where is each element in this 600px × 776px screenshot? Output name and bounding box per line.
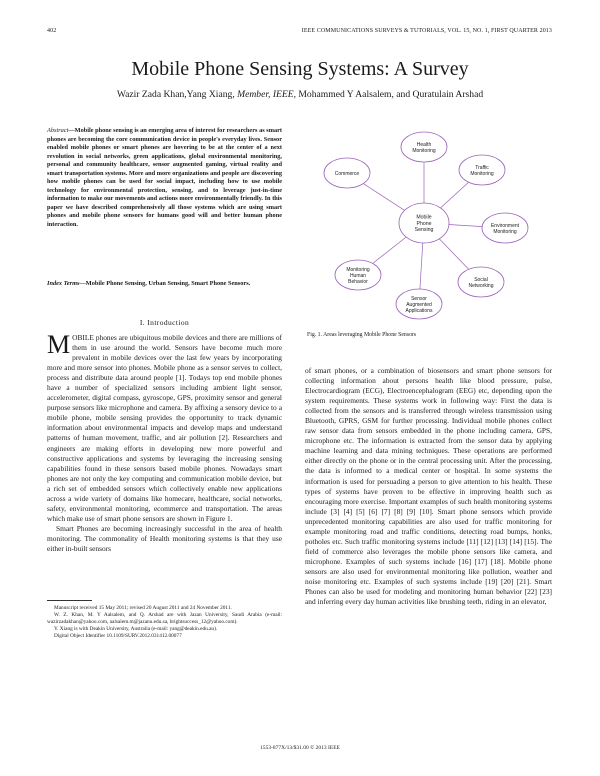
- diagram-node-label-line: Monitoring: [346, 266, 370, 273]
- center-node-label-line: Mobile: [416, 214, 432, 221]
- abstract-text: —Mobile phone sensing is an emerging area of interest for researchers as smart phones are becoming the core communication device in people's everyday lives. Sensor enabled mobile phones or smart phones are hovering to be at the center of a next revolution in social networks, green applications, global environmental monitoring, personal and community healthcare, sensor augmented gaming, virtual reality and smart transportation systems. More and more organizations and people are discovering how mobile phones can be used for social impact, including how to use mobile technology for environmental protection, sensing, and to leverage just-in-time information to make our movements and actions more environmentally friendly. In this paper we have described comprehensively all those systems which are using smart phones and mobile phone sensors for humans good will and better human phone interaction.: [47, 127, 282, 229]
- intro-paragraph-1: [47, 330, 282, 524]
- footnotes: [47, 605, 282, 640]
- diagram-node: [396, 289, 442, 319]
- figure-caption: Fig. 1. Areas leveraging Mobile Phone Sensors: [307, 332, 417, 338]
- diagram-node-label-line: Monitoring: [493, 228, 517, 235]
- diagram-node-label-line: Monitoring: [412, 147, 436, 154]
- author-names-rest: Mohammed Y Aalsalem, and Quratulain Arshad: [298, 89, 484, 100]
- diagram-node: [459, 155, 505, 185]
- footnote-doi: Digital Object Identifier 10.1109/SURV.2012.031412.00077: [54, 633, 182, 639]
- diagram-node-label-line: Social: [474, 276, 488, 283]
- footnote-affiliation-2: Y. Xiang is with Deakin University, Australia (e-mail: yang@deakin.edu.au).: [54, 626, 218, 632]
- footnote-affiliation-1: W. Z. Khan, M. Y Aalsalem, and Q. Arshad are with Jazan University, Saudi Arabia (e-mail: wazirzadakhan@yahoo.com, aalsalem.m@jazanu.edu.sa, brightsuccess_12@yahoo.com).: [47, 612, 282, 625]
- diagram-node-label-line: Monitoring: [470, 170, 494, 177]
- diagram-node-label-line: Sensor: [411, 295, 427, 302]
- footnote-received: Manuscript received 15 May 2011; revised 20 August 2011 and 24 November 2011.: [54, 605, 232, 611]
- index-terms-label: Index Terms: [47, 280, 80, 287]
- section-heading: I. Introduction: [139, 318, 190, 327]
- footnote-rule: [47, 600, 92, 601]
- diagram-node: [458, 267, 504, 297]
- intro-left-column: [47, 330, 282, 554]
- author-line: Wazir Zada Khan,Yang Xiang, Member, IEEE, Mohammed Y Aalsalem, and Quratulain Arshad: [116, 89, 484, 100]
- diagram-node-label-line: Commerce: [334, 170, 360, 177]
- center-node: [399, 203, 449, 243]
- abstract-label: Abstract: [47, 127, 69, 134]
- journal-header: IEEE COMMUNICATIONS SURVEYS & TUTORIALS, VOL. 15, NO. 1, FIRST QUARTER 2013: [301, 28, 552, 34]
- diagram-node-label-line: Applications: [405, 307, 433, 314]
- diagram-node-label-line: Health: [416, 141, 432, 148]
- center-node-label: [415, 215, 434, 233]
- center-node-label-line: Phone: [416, 220, 432, 227]
- index-terms-text: —Mobile Phone Sensing, Urban Sensing, Smart Phone Sensors.: [79, 280, 251, 287]
- page-number: 402: [47, 28, 57, 34]
- intro-paragraph-1-text: OBILE phones are ubiquitous mobile devices and there are millions of them in use around the world. Sensors have become much more prevalent in mobile devices over the last few years by incorporating more and more sensor into phones. Mobile phone as a sensor serves to collect, process and distribute data around people [1]. Todays top end mobile phones have a number of specialized sensors including ambient light sensor, accelerometer, digital compass, gyroscope, GPS, proximity sensor and general purpose sensors like microphone and camera. By affixing a sensory device to a mobile phone, mobile sensing provides the opportunity to track dynamic information about environmental impacts and develop maps and understand patterns of human movement, traffic, and air pollution [2]. Researchers and engineers are making efforts in developing new more powerful and constructive applications and systems by leveraging the increasing sensing capabilities found in these sensors based mobile phones. Nowadays smart phones are not only the key computing and communication mobile device, but a rich set of embedded sensors which collectively enable new applications across a wide variety of domains like homecare, healthcare, social networks, safety, environmental monitoring, ecommerce and transportation. The areas which make use of smart phone sensors are shown in Figure 1.: [47, 333, 282, 523]
- index-terms: [47, 280, 282, 289]
- figure-1-diagram: [305, 120, 555, 325]
- diagram-node-label: [335, 171, 360, 177]
- copyright-footer: 1553-877X/13/$31.00 © 2013 IEEE: [260, 745, 340, 751]
- diagram-node-label-line: Environment: [490, 222, 520, 229]
- diagram-node: [401, 132, 447, 162]
- drop-cap: M: [47, 330, 71, 359]
- intro-paragraph-2: Smart Phones are becoming increasingly successful in the area of health monitoring. The commonality of Health monitoring systems is that they use either in-built sensors: [47, 523, 282, 553]
- diagram-node-label-line: Augmented: [406, 301, 432, 308]
- diagram-node: [324, 158, 370, 188]
- diagram-node: [482, 213, 528, 243]
- center-node-label-line: Sensing: [414, 227, 434, 233]
- diagram-node-label: [491, 223, 520, 235]
- diagram-node: [335, 260, 381, 290]
- paper-title: Mobile Phone Sensing Systems: A Survey: [131, 58, 469, 80]
- intro-right-column: [305, 366, 552, 607]
- diagram-node-label-line: Traffic: [475, 164, 489, 171]
- diagram-node-label-line: Behavior: [348, 278, 368, 285]
- abstract: [47, 127, 282, 230]
- author-names: Wazir Zada Khan,Yang Xiang: [116, 89, 233, 100]
- diagram-node-label-line: Human: [349, 272, 367, 279]
- right-column-text: of smart phones, or a combination of biosensors and smart phone sensors for collecting information about persons health like blood pressure, pulse, Electrocardiogram (ECG), Electroencephalogram (EEG) etc, depending upon the system requirements. These systems work in following way: First the data is collected from the sensors and is transferred through wireless transmission using Bluetooth, GPRS, GSM for further processing. Individual mobile phones collect raw sensor data from sensors embedded in the phone including camera, GPS, microphone etc. The information is extracted from the sensor data by applying machine learning and data mining techniques. These operations are performed either directly on the phone or in the central processing unit. After the processing, the data is informed to a medical center or hospital. In some systems the information is used for persuading a person to give attention to his health. These types of systems have proven to be effective in improving health such as encouraging more exercise. Important examples of such health monitoring systems include [3] [4] [5] [6] [7] [8] [9] [10]. Smart phone sensors which provide unprecedented monitoring capabilities are also used for traffic monitoring for example monitoring road and traffic conditions, detecting road bumps, honks, potholes etc. Such traffic monitoring systems include [11] [12] [13] [14] [15]. The field of commerce also leverages the mobile phone sensors like camera, and microphone. Examples of such systems include [16] [17] [18]. Mobile phone sensors are also used for environmental monitoring like pollution, weather and noise monitoring etc. Examples of such systems include [19] [20] [21]. Smart Phones can also be used for modeling and monitoring human behavior [22] [23] and inferring every day human activities like brushing teeth, riding in an elevator,: [305, 366, 552, 607]
- diagram-node-label-line: Networking: [468, 282, 494, 289]
- author-membership: Member, IEEE,: [237, 89, 296, 100]
